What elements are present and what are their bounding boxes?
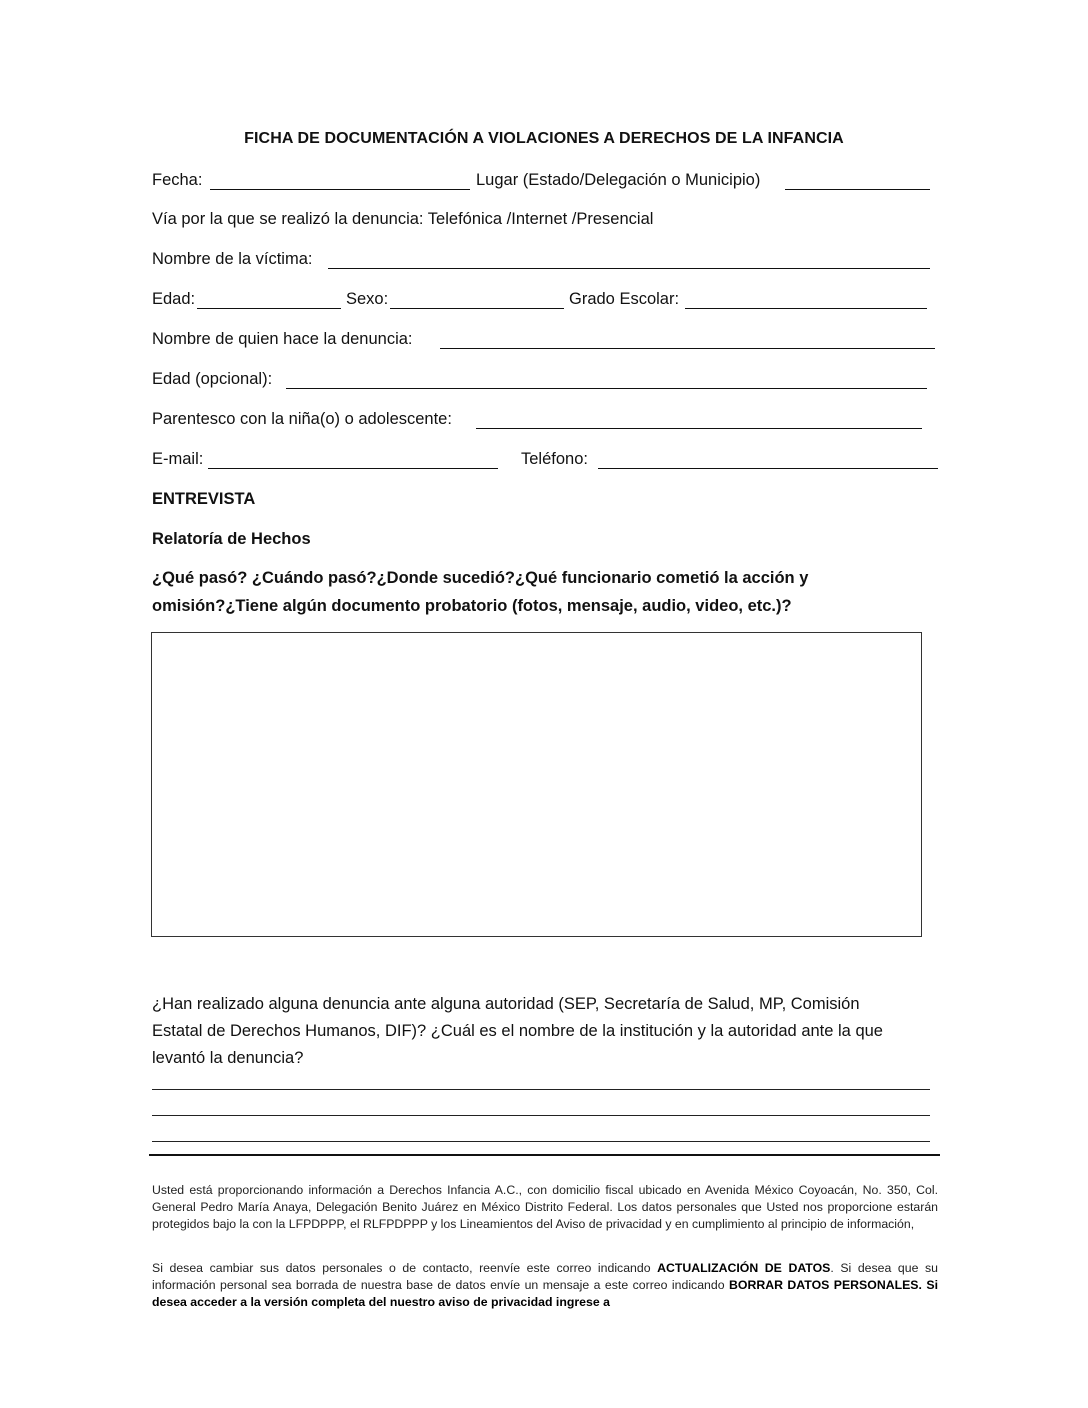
privacy-paragraph-1: Usted está proporcionando información a Derechos Infancia A.C., con domicilio fiscal ubicado en Avenida México Coyoacán, No. 350, Col. General Pedro María Anaya, Delegación Benito Juárez en México Distrito Federal. Los datos personales que Usted nos proporcione estarán protegidos bajo la con la LFPDPPP, el RLFPDPPP y los Lineamientos del Aviso de privacidad y en cumplimiento al principio de información, [152,1183,938,1231]
fecha-field[interactable] [210,171,470,190]
question-denuncia-line3: levantó la denuncia? [152,1049,304,1067]
fecha-label: Fecha: [152,171,203,189]
lugar-label: Lugar (Estado/Delegación o Municipio) [476,171,761,189]
question-denuncia-line1: ¿Han realizado alguna denuncia ante alguna autoridad (SEP, Secretaría de Salud, MP, Comisión [152,995,860,1013]
telefono-field[interactable] [598,450,938,469]
edad-opcional-label: Edad (opcional): [152,370,273,388]
answer-line[interactable] [152,1115,930,1116]
sexo-field[interactable] [390,290,564,309]
privacy-p2-text-a: Si desea cambiar sus datos personales o de contacto, reenvíe este correo indicando [152,1261,658,1275]
relatoria-heading: Relatoría de Hechos [152,530,311,548]
privacy-p2-borrar: BORRAR DATOS PERSONALES. Si desea acceder a la versión completa del nuestro aviso de privacidad ingrese a [152,1278,938,1309]
footer-divider [149,1154,940,1156]
privacy-p2-text-c: . Si desea que su información personal sea borrada de nuestra base de datos envíe un mensaje a este correo indicando [152,1261,938,1292]
sexo-label: Sexo: [346,290,389,308]
grado-escolar-label: Grado Escolar: [569,290,680,308]
nombre-victima-label: Nombre de la víctima: [152,250,313,268]
via-label: Vía por la que se realizó la denuncia: Telefónica /Internet /Presencial [152,210,654,228]
answer-line[interactable] [152,1089,930,1090]
grado-escolar-field[interactable] [685,290,927,309]
question-hechos-line1: ¿Qué pasó? ¿Cuándo pasó?¿Donde sucedió?¿Qué funcionario cometió la acción y [152,569,809,587]
nombre-victima-field[interactable] [328,250,930,269]
nombre-denunciante-field[interactable] [440,330,935,349]
answer-line[interactable] [152,1141,930,1142]
question-denuncia [152,991,942,1072]
document-title: FICHA DE DOCUMENTACIÓN A VIOLACIONES A DERECHOS DE LA INFANCIA [244,130,844,147]
lugar-field[interactable] [785,171,930,190]
question-hechos [152,564,852,620]
parentesco-label: Parentesco con la niña(o) o adolescente: [152,410,452,428]
privacy-p2-actualizacion: ACTUALIZACIÓN DE DATOS [657,1261,831,1275]
question-hechos-line2: omisión?¿Tiene algún documento probatorio (fotos, mensaje, audio, video, etc.)? [152,597,792,615]
nombre-denunciante-label: Nombre de quien hace la denuncia: [152,330,413,348]
entrevista-heading: ENTREVISTA [152,490,256,508]
edad-field[interactable] [197,290,341,309]
email-label: E-mail: [152,450,204,468]
telefono-label: Teléfono: [521,450,588,468]
edad-label: Edad: [152,290,196,308]
relatoria-textarea[interactable] [151,632,922,937]
privacy-paragraph-2 [152,1260,938,1311]
parentesco-field[interactable] [476,410,922,429]
question-denuncia-line2: Estatal de Derechos Humanos, DIF)? ¿Cuál es el nombre de la institución y la autoridad ante la que [152,1022,883,1040]
edad-opcional-field[interactable] [286,370,927,389]
email-field[interactable] [208,450,498,469]
